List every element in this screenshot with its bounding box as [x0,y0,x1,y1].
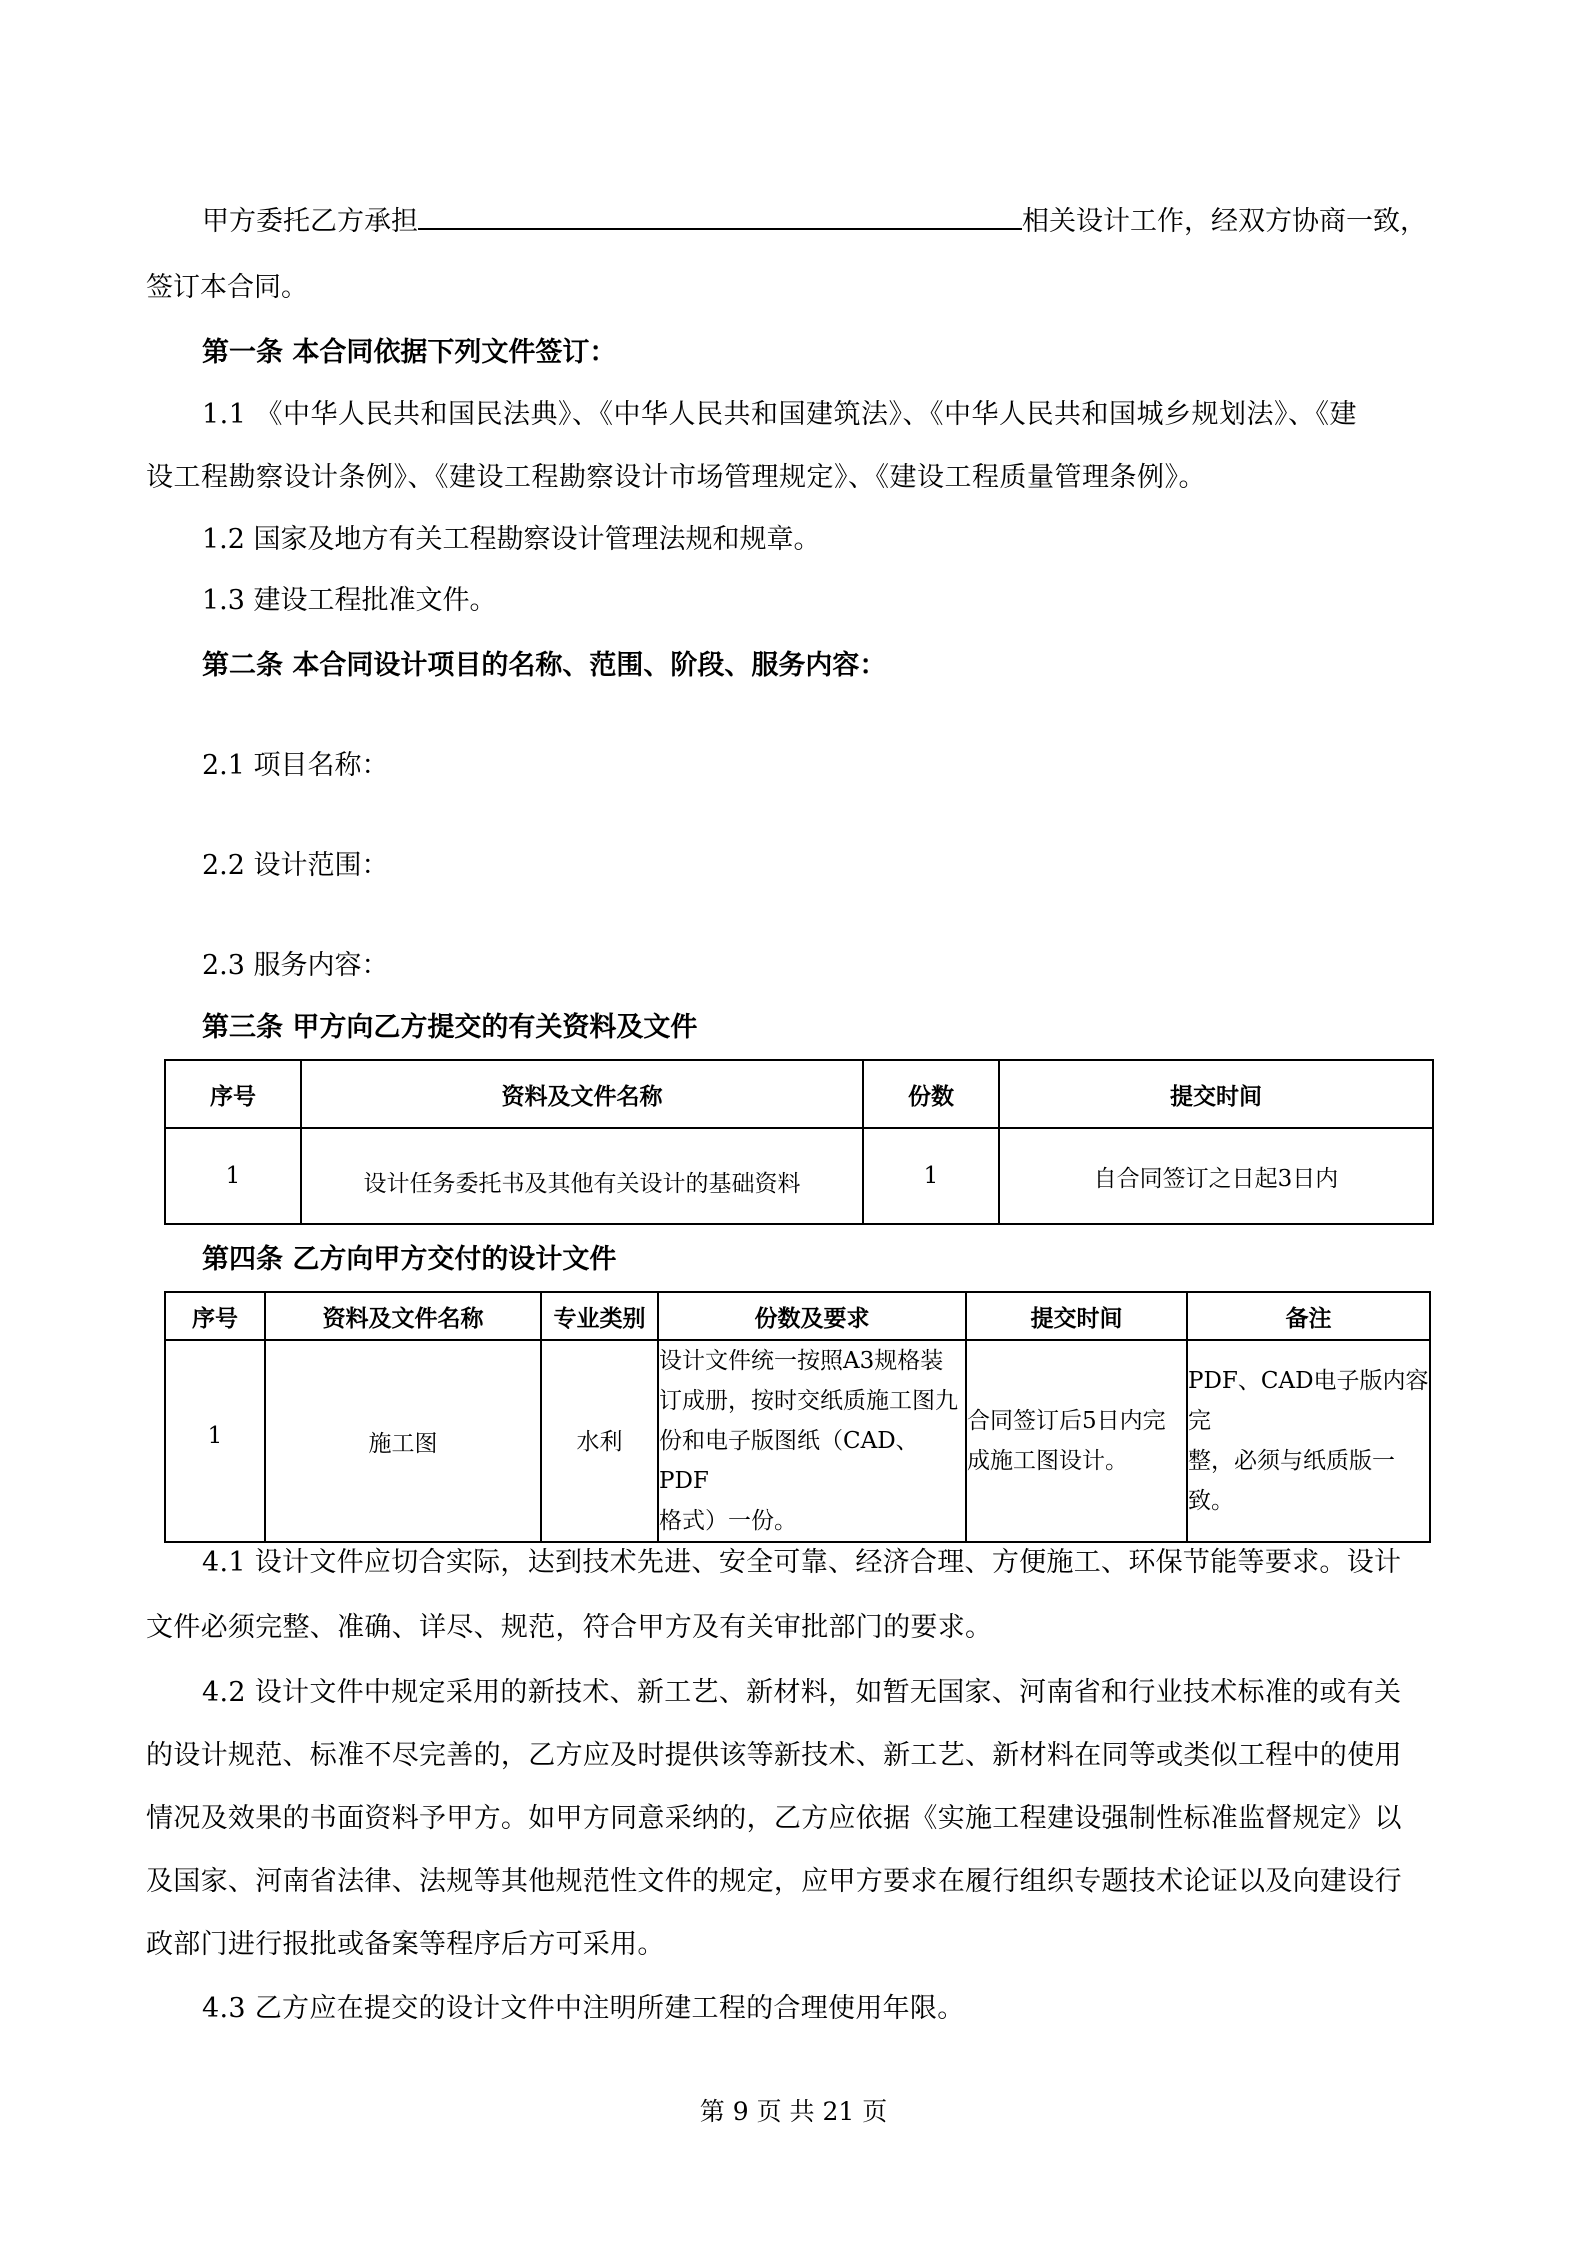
cell-name: 设计任务委托书及其他有关设计的基础资料 [301,1128,863,1224]
table-header-row [165,1060,1433,1128]
article-2-item-2-1: 2.1 项目名称： [202,750,389,781]
note-line: PDF、CAD电子版内容完 [1188,1368,1429,1434]
para-4-1-b: 文件必须完整、准确、详尽、规范，符合甲方及有关审批部门的要求。 [146,1612,993,1643]
article-2-item-2-3: 2.3 服务内容： [202,950,389,981]
para-4-2-c: 情况及效果的书面资料予甲方。如甲方同意采纳的，乙方应依据《实施工程建设强制性标准监督规定》以 [146,1803,1402,1834]
intro-line-2: 签订本合同。 [146,272,308,303]
col-header-copies: 份数 [863,1060,999,1128]
para-4-3: 4.3 乙方应在提交的设计文件中注明所建工程的合理使用年限。 [202,1993,965,2024]
time-line: 合同签订后5日内完 [967,1408,1166,1434]
cell-time: 自合同签订之日起3日内 [999,1128,1433,1224]
cell-category: 水利 [541,1340,658,1542]
req-line: 订成册，按时交纸质施工图九 [659,1388,958,1414]
article-1-item-1-2: 1.2 国家及地方有关工程勘察设计管理法规和规章。 [202,524,821,555]
article-3-table [164,1059,1434,1225]
col-header-notes: 备注 [1187,1292,1430,1340]
col-header-name: 资料及文件名称 [301,1060,863,1128]
cell-notes [1187,1340,1430,1542]
req-line: 格式）一份。 [659,1508,797,1534]
article-4-table [164,1291,1431,1543]
col-header-name: 资料及文件名称 [265,1292,541,1340]
table-row [165,1128,1433,1224]
article-3-heading: 第三条 甲方向乙方提交的有关资料及文件 [202,1012,698,1043]
cell-name: 施工图 [265,1340,541,1542]
article-1-heading: 第一条 本合同依据下列文件签订： [202,337,617,368]
cell-time [966,1340,1187,1542]
para-4-2-d: 及国家、河南省法律、法规等其他规范性文件的规定，应甲方要求在履行组织专题技术论证以及向建设行 [146,1866,1402,1897]
note-line: 整，必须与纸质版一致。 [1188,1448,1395,1514]
col-header-category: 专业类别 [541,1292,658,1340]
table-header-row [165,1292,1430,1340]
req-line: 设计文件统一按照A3规格装 [659,1348,944,1374]
cell-copies: 1 [863,1128,999,1224]
intro-line-1 [202,204,1427,239]
intro-text-before: 甲方委托乙方承担 [202,206,418,237]
intro-text-after: 相关设计工作，经双方协商一致， [1022,206,1427,237]
para-4-2-b: 的设计规范、标准不尽完善的，乙方应及时提供该等新技术、新工艺、新材料在同等或类似工程中的使用 [146,1740,1402,1771]
col-header-time: 提交时间 [999,1060,1433,1128]
table-row [165,1340,1430,1542]
article-1-item-1-3: 1.3 建设工程批准文件。 [202,585,497,616]
cell-no: 1 [165,1340,265,1542]
col-header-requirements: 份数及要求 [658,1292,966,1340]
page-footer: 第 9 页 共 21 页 [699,2097,888,2126]
article-2-item-2-2: 2.2 设计范围： [202,850,389,881]
article-4-heading: 第四条 乙方向甲方交付的设计文件 [202,1244,617,1275]
para-4-2-a: 4.2 设计文件中规定采用的新技术、新工艺、新材料，如暂无国家、河南省和行业技术标准的或有关 [202,1677,1402,1708]
para-4-1-a: 4.1 设计文件应切合实际，达到技术先进、安全可靠、经济合理、方便施工、环保节能等要求。设计 [202,1547,1402,1578]
article-1-item-1-1-a: 1.1 《中华人民共和国民法典》、《中华人民共和国建筑法》、《中华人民共和国城乡规划法》、《建 [202,399,1358,430]
time-line: 成施工图设计。 [967,1448,1128,1474]
cell-no: 1 [165,1128,301,1224]
para-4-2-e: 政部门进行报批或备案等程序后方可采用。 [146,1929,665,1960]
article-1-item-1-1-b: 设工程勘察设计条例》、《建设工程勘察设计市场管理规定》、《建设工程质量管理条例》。 [146,462,1206,493]
col-header-time: 提交时间 [966,1292,1187,1340]
col-header-no: 序号 [165,1060,301,1128]
req-line: 份和电子版图纸（CAD、PDF [659,1428,919,1494]
article-2-heading: 第二条 本合同设计项目的名称、范围、阶段、服务内容： [202,650,887,681]
col-header-no: 序号 [165,1292,265,1340]
blank-project-line [418,204,1022,230]
cell-requirements [658,1340,966,1542]
